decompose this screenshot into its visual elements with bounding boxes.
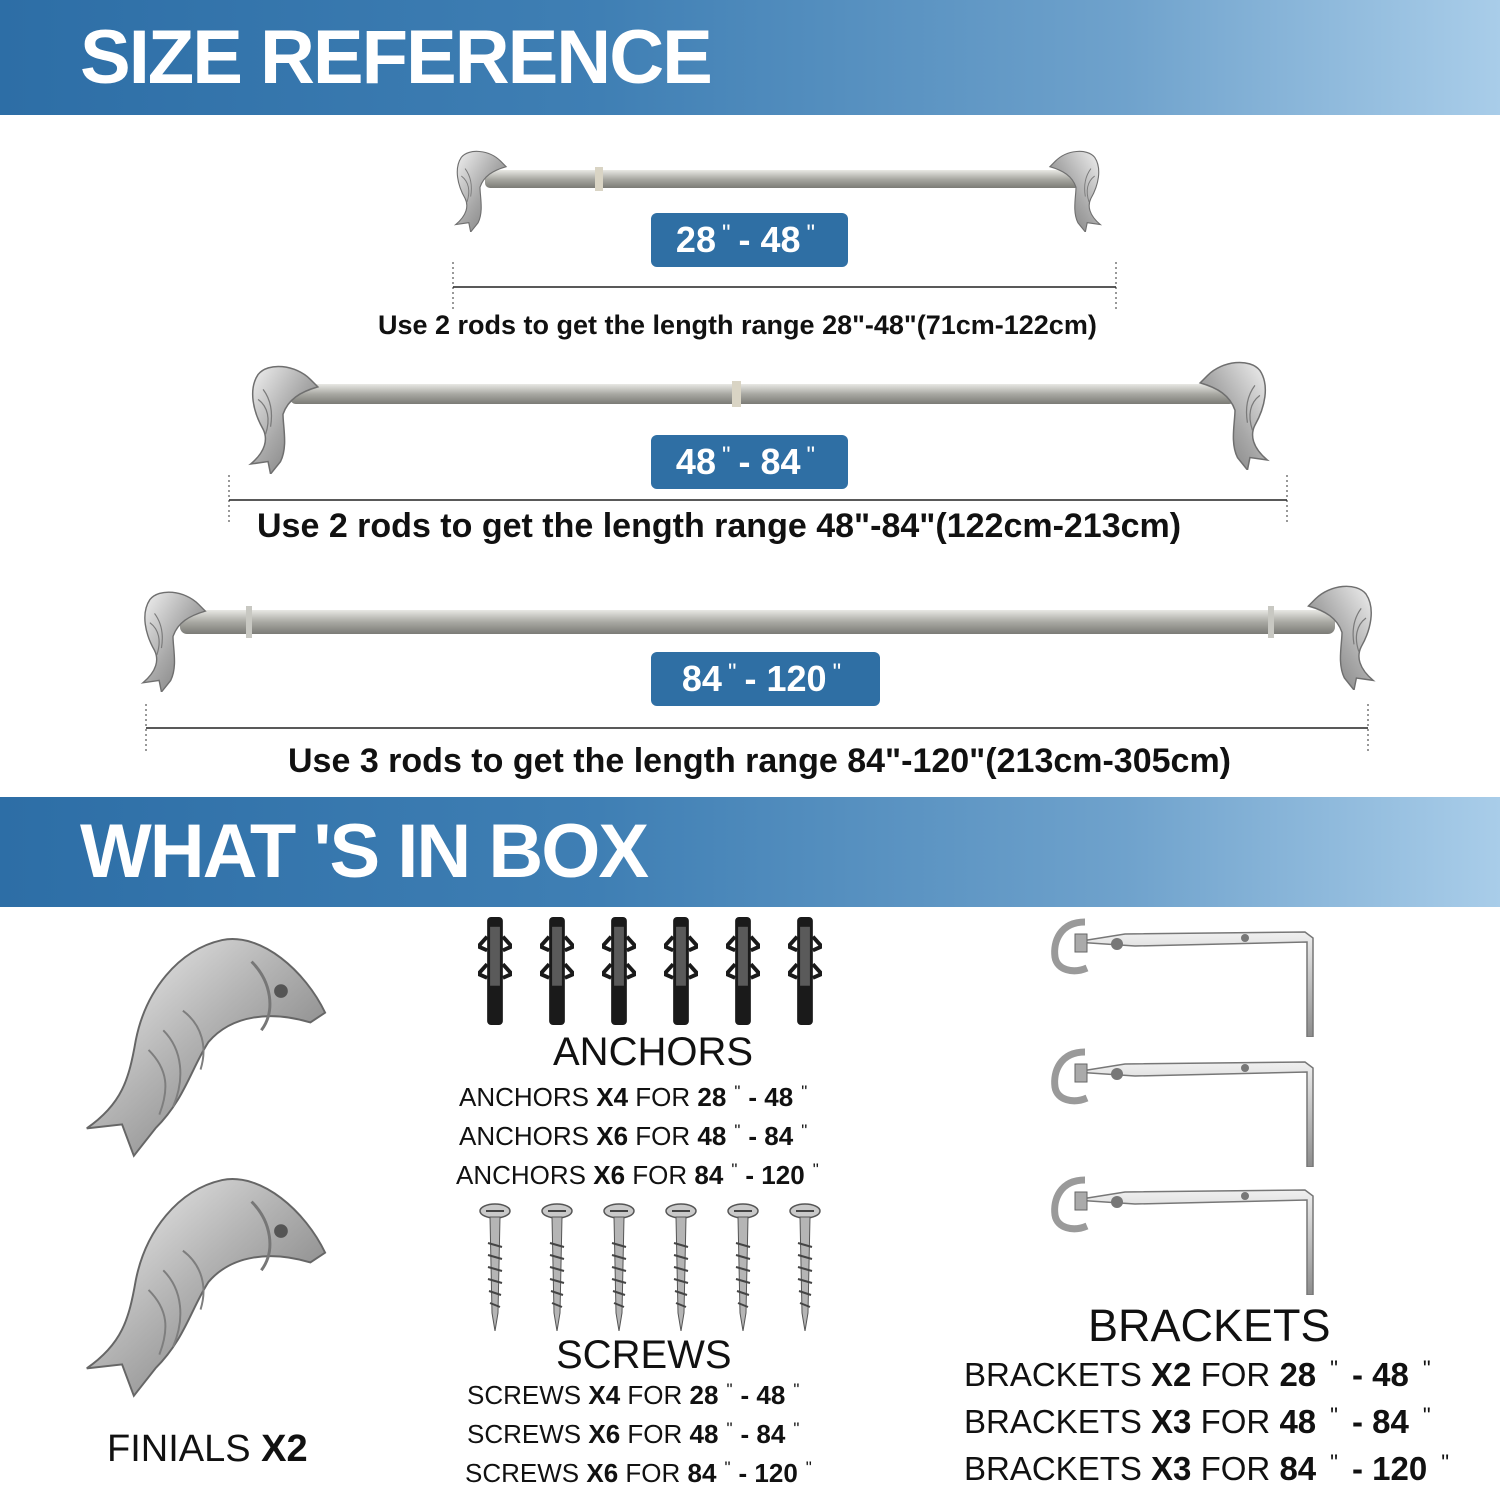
spec-to: 84 bbox=[756, 1419, 786, 1449]
spec-name: BRACKETS bbox=[964, 1450, 1142, 1487]
badge-to: 84 bbox=[760, 441, 801, 482]
spec-qty: X6 bbox=[588, 1419, 621, 1449]
screws-row-1: SCREWS X4 FOR 28 " - 48 " bbox=[467, 1380, 800, 1410]
spec-to: 120 bbox=[754, 1458, 798, 1488]
brackets-row-1: BRACKETS X2 FOR 28 " - 48 " bbox=[964, 1356, 1431, 1393]
finials-label bbox=[107, 1428, 308, 1471]
spec-from: 48 bbox=[689, 1419, 719, 1449]
rod-2-length-badge: 48 " - 84 " bbox=[651, 435, 848, 489]
spec-qty: X2 bbox=[1151, 1356, 1192, 1393]
rod-3-left-finial bbox=[143, 592, 205, 692]
rod-2-caption: Use 2 rods to get the length range 48"-84"(122cm-213cm) bbox=[257, 507, 1182, 545]
spec-to: 84 bbox=[1372, 1403, 1409, 1440]
rod-3-right-finial bbox=[1308, 586, 1373, 690]
spec-name: ANCHORS bbox=[459, 1082, 590, 1112]
spec-name: BRACKETS bbox=[964, 1403, 1142, 1440]
rod-1-caption: Use 2 rods to get the length range 28"-48"(71cm-122cm) bbox=[378, 310, 1097, 340]
spec-to: 120 bbox=[761, 1160, 805, 1190]
spec-qty: X3 bbox=[1151, 1403, 1192, 1440]
spec-for: FOR bbox=[1200, 1450, 1271, 1487]
brackets-row-2: BRACKETS X3 FOR 48 " - 84 " bbox=[964, 1403, 1431, 1440]
spec-for: FOR bbox=[627, 1419, 683, 1449]
spec-from: 48 bbox=[1279, 1403, 1317, 1440]
spec-for: FOR bbox=[632, 1160, 688, 1190]
spec-for: FOR bbox=[627, 1380, 683, 1410]
anchors-row-1: ANCHORS X4 FOR 28 " - 48 " bbox=[459, 1082, 808, 1112]
spec-name: SCREWS bbox=[465, 1458, 580, 1488]
rod-1-right-finial bbox=[1050, 151, 1100, 232]
size-reference-title: SIZE REFERENCE bbox=[80, 15, 711, 100]
spec-to: 48 bbox=[1372, 1356, 1409, 1393]
brackets-illustration bbox=[1045, 912, 1335, 1302]
spec-name: SCREWS bbox=[467, 1419, 582, 1449]
rod-3-caption: Use 3 rods to get the length range 84"-120"(213cm-305cm) bbox=[288, 742, 1232, 780]
screws-row-2: SCREWS X6 FOR 48 " - 84 " bbox=[467, 1419, 800, 1449]
spec-for: FOR bbox=[635, 1121, 691, 1151]
spec-from: 84 bbox=[687, 1458, 717, 1488]
finial-2 bbox=[87, 1179, 325, 1396]
spec-for: FOR bbox=[625, 1458, 681, 1488]
whats-in-box-banner bbox=[0, 797, 1500, 907]
spec-qty: X4 bbox=[588, 1380, 621, 1410]
finial-1 bbox=[87, 939, 325, 1156]
spec-to: 48 bbox=[756, 1380, 786, 1410]
spec-from: 28 bbox=[697, 1082, 727, 1112]
spec-name: SCREWS bbox=[467, 1380, 582, 1410]
spec-to: 48 bbox=[764, 1082, 794, 1112]
spec-for: FOR bbox=[1200, 1356, 1271, 1393]
spec-for: FOR bbox=[1200, 1403, 1271, 1440]
spec-to: 120 bbox=[1372, 1450, 1428, 1487]
badge-to: 48 bbox=[760, 219, 801, 260]
bracket-2 bbox=[1055, 1052, 1313, 1167]
spec-from: 84 bbox=[694, 1160, 724, 1190]
rod-1-length-badge: 28 " - 48 " bbox=[651, 213, 848, 267]
finials-label-text: FINIALS bbox=[107, 1428, 251, 1470]
badge-from: 28 bbox=[675, 219, 716, 260]
badge-from: 84 bbox=[681, 658, 722, 699]
brackets-row-3: BRACKETS X3 FOR 84 " - 120 " bbox=[964, 1450, 1450, 1487]
screws-heading: SCREWS bbox=[556, 1333, 732, 1377]
spec-from: 84 bbox=[1279, 1450, 1317, 1487]
spec-from: 48 bbox=[697, 1121, 727, 1151]
rod-3-length-badge: 84 " - 120 " bbox=[651, 652, 880, 706]
rod-2-right-finial bbox=[1200, 362, 1267, 470]
spec-name: ANCHORS bbox=[456, 1160, 587, 1190]
bracket-3 bbox=[1055, 1180, 1313, 1295]
spec-qty: X4 bbox=[596, 1082, 629, 1112]
bracket-1 bbox=[1055, 922, 1313, 1037]
screws-row-3: SCREWS X6 FOR 84 " - 120 " bbox=[465, 1458, 812, 1488]
brackets-heading: BRACKETS bbox=[1088, 1300, 1331, 1351]
spec-name: ANCHORS bbox=[459, 1121, 590, 1151]
anchors-heading: ANCHORS bbox=[553, 1030, 754, 1074]
rod-1-left-finial bbox=[456, 151, 506, 232]
spec-for: FOR bbox=[635, 1082, 691, 1112]
anchors-row-2: ANCHORS X6 FOR 48 " - 84 " bbox=[459, 1121, 808, 1151]
finials-illustration bbox=[70, 930, 340, 1410]
rod-2-left-finial bbox=[251, 366, 318, 474]
spec-qty: X6 bbox=[596, 1121, 629, 1151]
spec-to: 84 bbox=[764, 1121, 794, 1151]
badge-to: 120 bbox=[766, 658, 827, 699]
anchors-row-3: ANCHORS X6 FOR 84 " - 120 " bbox=[456, 1160, 819, 1190]
anchors-illustration bbox=[470, 915, 830, 1030]
spec-qty: X3 bbox=[1151, 1450, 1192, 1487]
whats-in-box-title: WHAT 'S IN BOX bbox=[80, 809, 648, 894]
spec-qty: X6 bbox=[593, 1160, 626, 1190]
badge-from: 48 bbox=[675, 441, 716, 482]
spec-name: BRACKETS bbox=[964, 1356, 1142, 1393]
spec-from: 28 bbox=[1279, 1356, 1317, 1393]
finials-qty: X2 bbox=[261, 1428, 308, 1470]
spec-from: 28 bbox=[689, 1380, 719, 1410]
screws-illustration bbox=[470, 1203, 830, 1335]
spec-qty: X6 bbox=[586, 1458, 619, 1488]
